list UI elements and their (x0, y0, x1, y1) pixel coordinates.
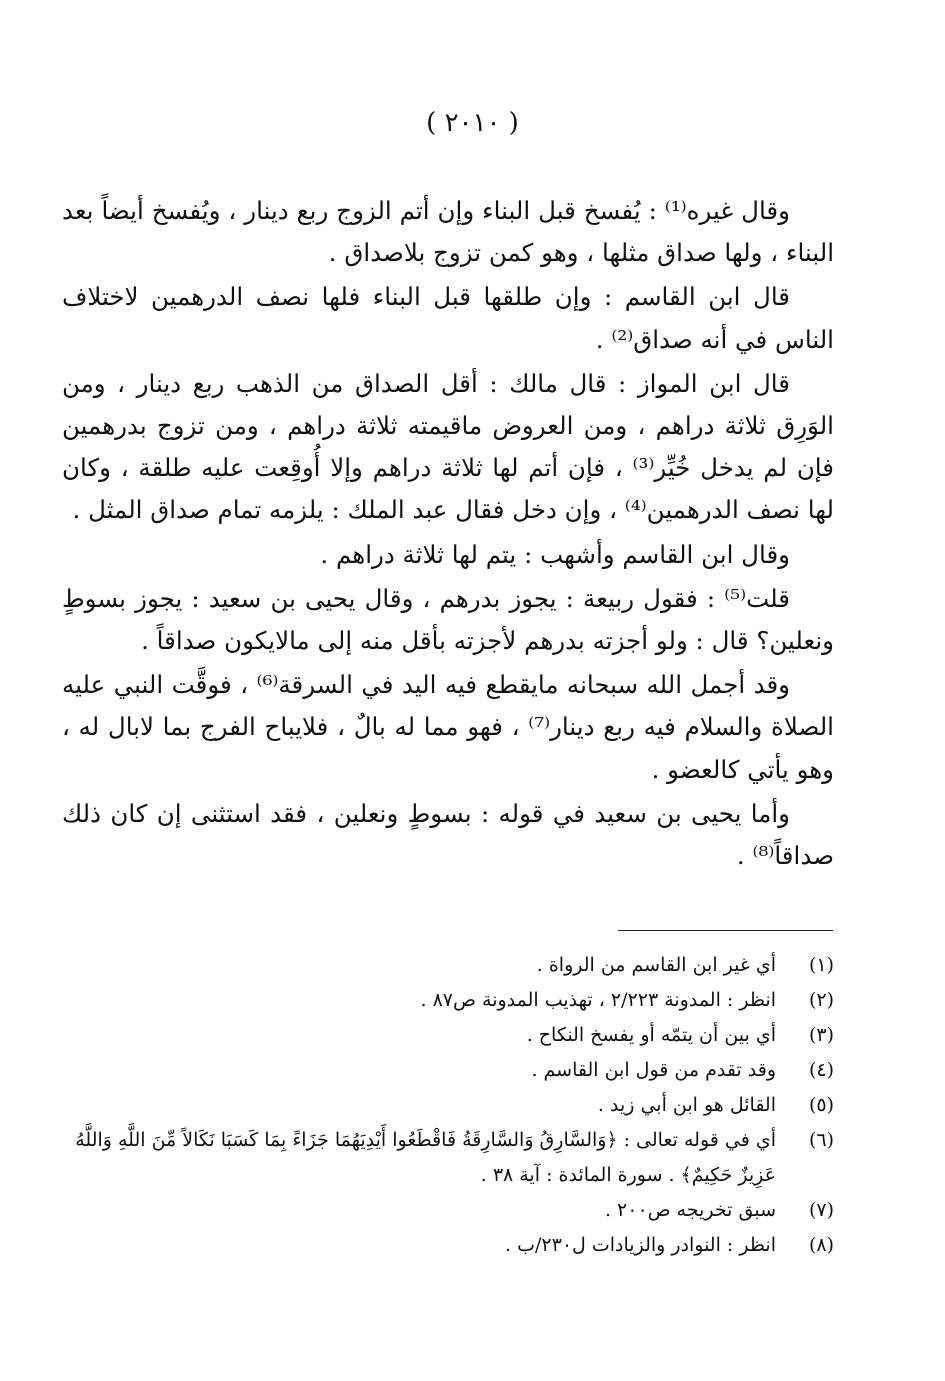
footnote-number: (٤) (808, 1059, 834, 1081)
footnote-text: أي في قوله تعالى : ﴿وَالسَّارِقُ وَالسَّارِقَةُ فَاقْطَعُوا أَيْدِيَهُمَا جَزَاءً بِمَا كَسَبَا نَكَالاً مِّنَ اللَّهِ وَاللَّهُ عَزِيزٌ حَكِيمٌ﴾ . سورة المائدة : آية ٣٨ . (75, 1129, 776, 1186)
footnote-number: (٨) (808, 1234, 834, 1256)
footnote-number: (٧) (808, 1199, 834, 1221)
footnote-number: (٣) (808, 1024, 834, 1046)
footnote-number: (١) (808, 954, 834, 976)
paragraph: قال ابن المواز : قال مالك : أقل الصداق من الذهب ربع دينار ، ومن الوَرِق ثلاثة دراهم ، ومن العروض ماقيمته ثلاثة دراهم ، ومن تزوج بدرهمين فإن لم يدخل خُيِّر⁽³⁾ ، فإن أتم لها ثلاثة دراهم وإلا أُوقِعت عليه طلقة ، وكان لها نصف الدرهمين⁽⁴⁾ ، وإن دخل فقال عبد الملك : يلزمه تمام صداق المثل . (62, 368, 834, 525)
footnote-item (62, 1053, 834, 1088)
footnote-number: (٢) (808, 989, 834, 1011)
paragraph: قال ابن القاسم : وإن طلقها قبل البناء فلها نصف الدرهمين لاختلاف الناس في أنه صداق⁽²⁾ . (62, 282, 834, 354)
footnote-text: انظر : النوادر والزيادات ل٢٣٠/ب . (505, 1234, 776, 1256)
footnote-item (62, 1123, 834, 1193)
paragraph: وأما يحيى بن سعيد في قوله : بسوطٍ ونعلين ، فقد استثنى إن كان ذلك صداقاً⁽⁸⁾ . (62, 798, 834, 871)
footnote-text: وقد تقدم من قول ابن القاسم . (531, 1059, 776, 1081)
footnote-number: (٥) (808, 1094, 834, 1116)
paragraph: وقال ابن القاسم وأشهب : يتم لها ثلاثة دراهم . (320, 539, 790, 569)
footnote-item (62, 1088, 834, 1123)
footnote-item (62, 983, 834, 1018)
paragraph: قلت⁽⁵⁾ : فقول ربيعة : يجوز بدرهم ، وقال يحيى بن سعيد : يجوز بسوطٍ ونعلين؟ قال : ولو أجزته بدرهم لأجزته بأقل منه إلى مالايكون صداقاً . (62, 583, 834, 656)
footnote-text: القائل هو ابن أبي زيد . (597, 1094, 776, 1116)
footnote-number: (٦) (808, 1129, 834, 1151)
footnote-item (62, 1193, 834, 1228)
footnote-text: أي بين أن يتمّه أو يفسخ النكاح . (526, 1024, 776, 1046)
footnote-item (62, 1018, 834, 1053)
footnotes (62, 948, 834, 1263)
footnote-text: أي غير ابن القاسم من الرواة . (536, 954, 776, 976)
page-number: ( ٢٠١٠ ) (426, 108, 519, 138)
footnote-text: انظر : المدونة ٢/٢٢٣ ، تهذيب المدونة ص٨٧ . (420, 989, 776, 1011)
footnote-text: سبق تخريجه ص٢٠٠ . (604, 1199, 776, 1221)
main-text (62, 190, 834, 879)
footnote-divider (618, 930, 833, 931)
paragraph: وقال غيره⁽¹⁾ : يُفسخ قبل البناء وإن أتم الزوج ربع دينار ، ويُفسخ أيضاً بعد البناء ، ولها صداق مثلها ، وهو كمن تزوج بلاصداق . (62, 196, 834, 268)
paragraph: وقد أجمل الله سبحانه مايقطع فيه اليد في السرقة⁽⁶⁾ ، فوقَّت النبي عليه الصلاة والسلام فيه ربع دينار⁽⁷⁾ ، فهو مما له بالٌ ، فلايباح الفرج بما لابال له ، وهو يأتي كالعضو . (62, 670, 834, 784)
footnote-item (62, 948, 834, 983)
footnote-item (62, 1228, 834, 1263)
